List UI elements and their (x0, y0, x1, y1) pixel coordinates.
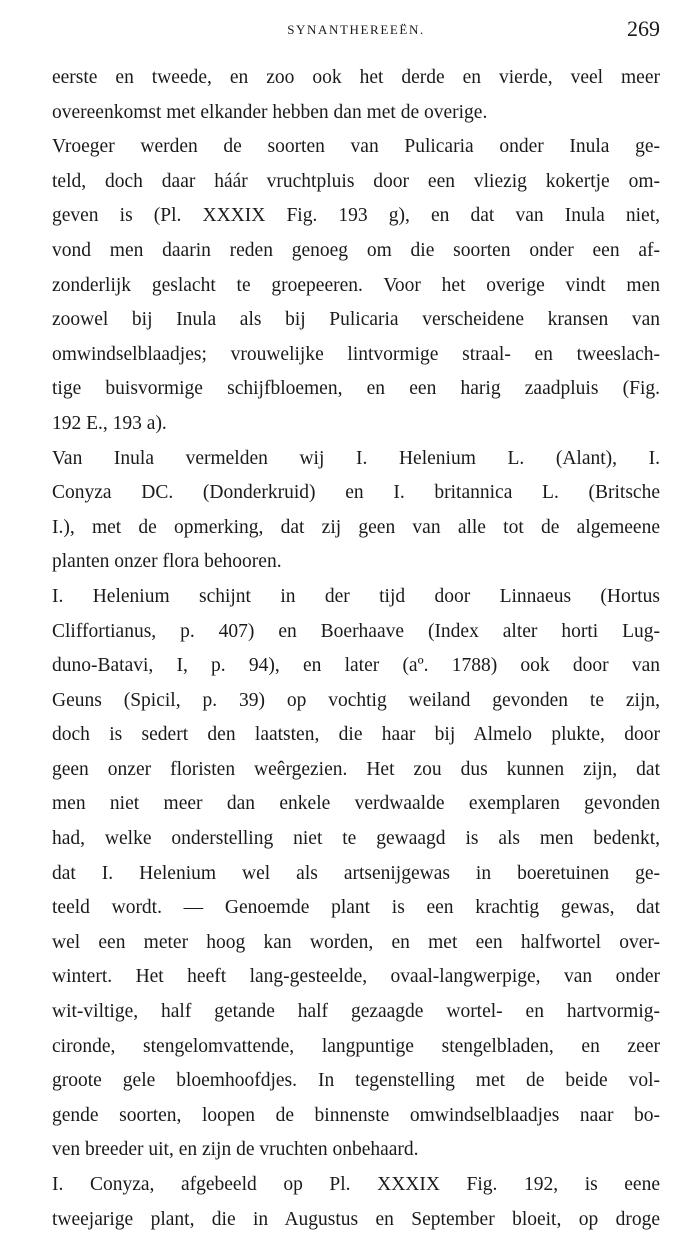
text-line: tweejarige plant, die in Augustus en September bloeit, op droge (52, 1208, 660, 1230)
text-line: Geuns (Spicil, p. 39) op vochtig weiland gevonden te zijn, (52, 689, 660, 711)
text-line: men niet meer dan enkele verdwaalde exemplaren gevonden (52, 793, 660, 815)
text-line: zonderlijk geslacht te groepeeren. Voor het overige vindt men (52, 274, 660, 296)
text-line: vond men daarin reden genoeg om die soorten onder een af- (52, 239, 660, 261)
text-line: I. Helenium schijnt in der tijd door Linnaeus (Hortus (52, 585, 660, 607)
text-line: wintert. Het heeft lang-gesteelde, ovaal-langwerpige, van onder (52, 966, 660, 988)
text-line: Van Inula vermelden wij I. Helenium L. (Alant), I. (52, 447, 660, 469)
text-line: had, welke onderstelling niet te gewaagd is als men bedenkt, (52, 828, 660, 850)
text-line: geen onzer floristen weêrgezien. Het zou dus kunnen zijn, dat (52, 758, 660, 780)
text-line: wit-viltige, half getande half gezaagde wortel- en hartvormig- (52, 1001, 660, 1023)
text-line: wel een meter hoog kan worden, en met een halfwortel over- (52, 931, 660, 953)
running-title: SYNANTHEREEËN. (287, 22, 425, 37)
text-line: Cliffortianus, p. 407) en Boerhaave (Index alter horti Lug- (52, 620, 660, 642)
text-line: teeld wordt. — Genoemde plant is een krachtig gewas, dat (52, 897, 660, 919)
page-number: 269 (627, 16, 660, 41)
body-text (52, 61, 660, 1237)
text-line: ven breeder uit, en zijn de vruchten onbehaard. (52, 1139, 419, 1161)
text-line: groote gele bloemhoofdjes. In tegenstelling met de beide vol- (52, 1070, 660, 1092)
text-line: duno-Batavi, I, p. 94), en later (aº. 1788) ook door van (52, 655, 660, 677)
text-line: omwindselblaadjes; vrouwelijke lintvormige straal- en tweeslach- (52, 343, 660, 365)
text-line: overeenkomst met elkander hebben dan met de overige. (52, 101, 488, 123)
running-head (52, 16, 660, 46)
text-line: zoowel bij Inula als bij Pulicaria verscheidene kransen van (52, 309, 660, 331)
text-line: 192 E., 193 a). (52, 412, 167, 434)
text-line: I. Conyza, afgebeeld op Pl. XXXIX Fig. 192, is eene (52, 1174, 660, 1195)
text-line: tige buisvormige schijfbloemen, en een harig zaadpluis (Fig. (52, 378, 660, 400)
text-line: planten onzer flora behooren. (52, 551, 282, 573)
text-line: cironde, stengelomvattende, langpuntige stengelbladen, en zeer (52, 1035, 660, 1057)
text-line: doch is sedert den laatsten, die haar bij Almelo plukte, door (52, 724, 660, 746)
text-line: teld, doch daar háár vruchtpluis door een vliezig kokertje om- (52, 170, 660, 192)
text-line: I.), met de opmerking, dat zij geen van alle tot de algemeene (52, 516, 660, 538)
text-line: eerste en tweede, en zoo ook het derde en vierde, veel meer (52, 67, 660, 88)
text-line: Conyza DC. (Donderkruid) en I. britannica L. (Britsche (52, 482, 660, 504)
text-line: dat I. Helenium wel als artsenijgewas in boeretuinen ge- (52, 862, 660, 884)
text-line: Vroeger werden de soorten van Pulicaria onder Inula ge- (52, 136, 660, 158)
text-line: gende soorten, loopen de binnenste omwindselblaadjes naar bo- (52, 1104, 660, 1126)
text-line: geven is (Pl. XXXIX Fig. 193 g), en dat van Inula niet, (52, 205, 660, 227)
